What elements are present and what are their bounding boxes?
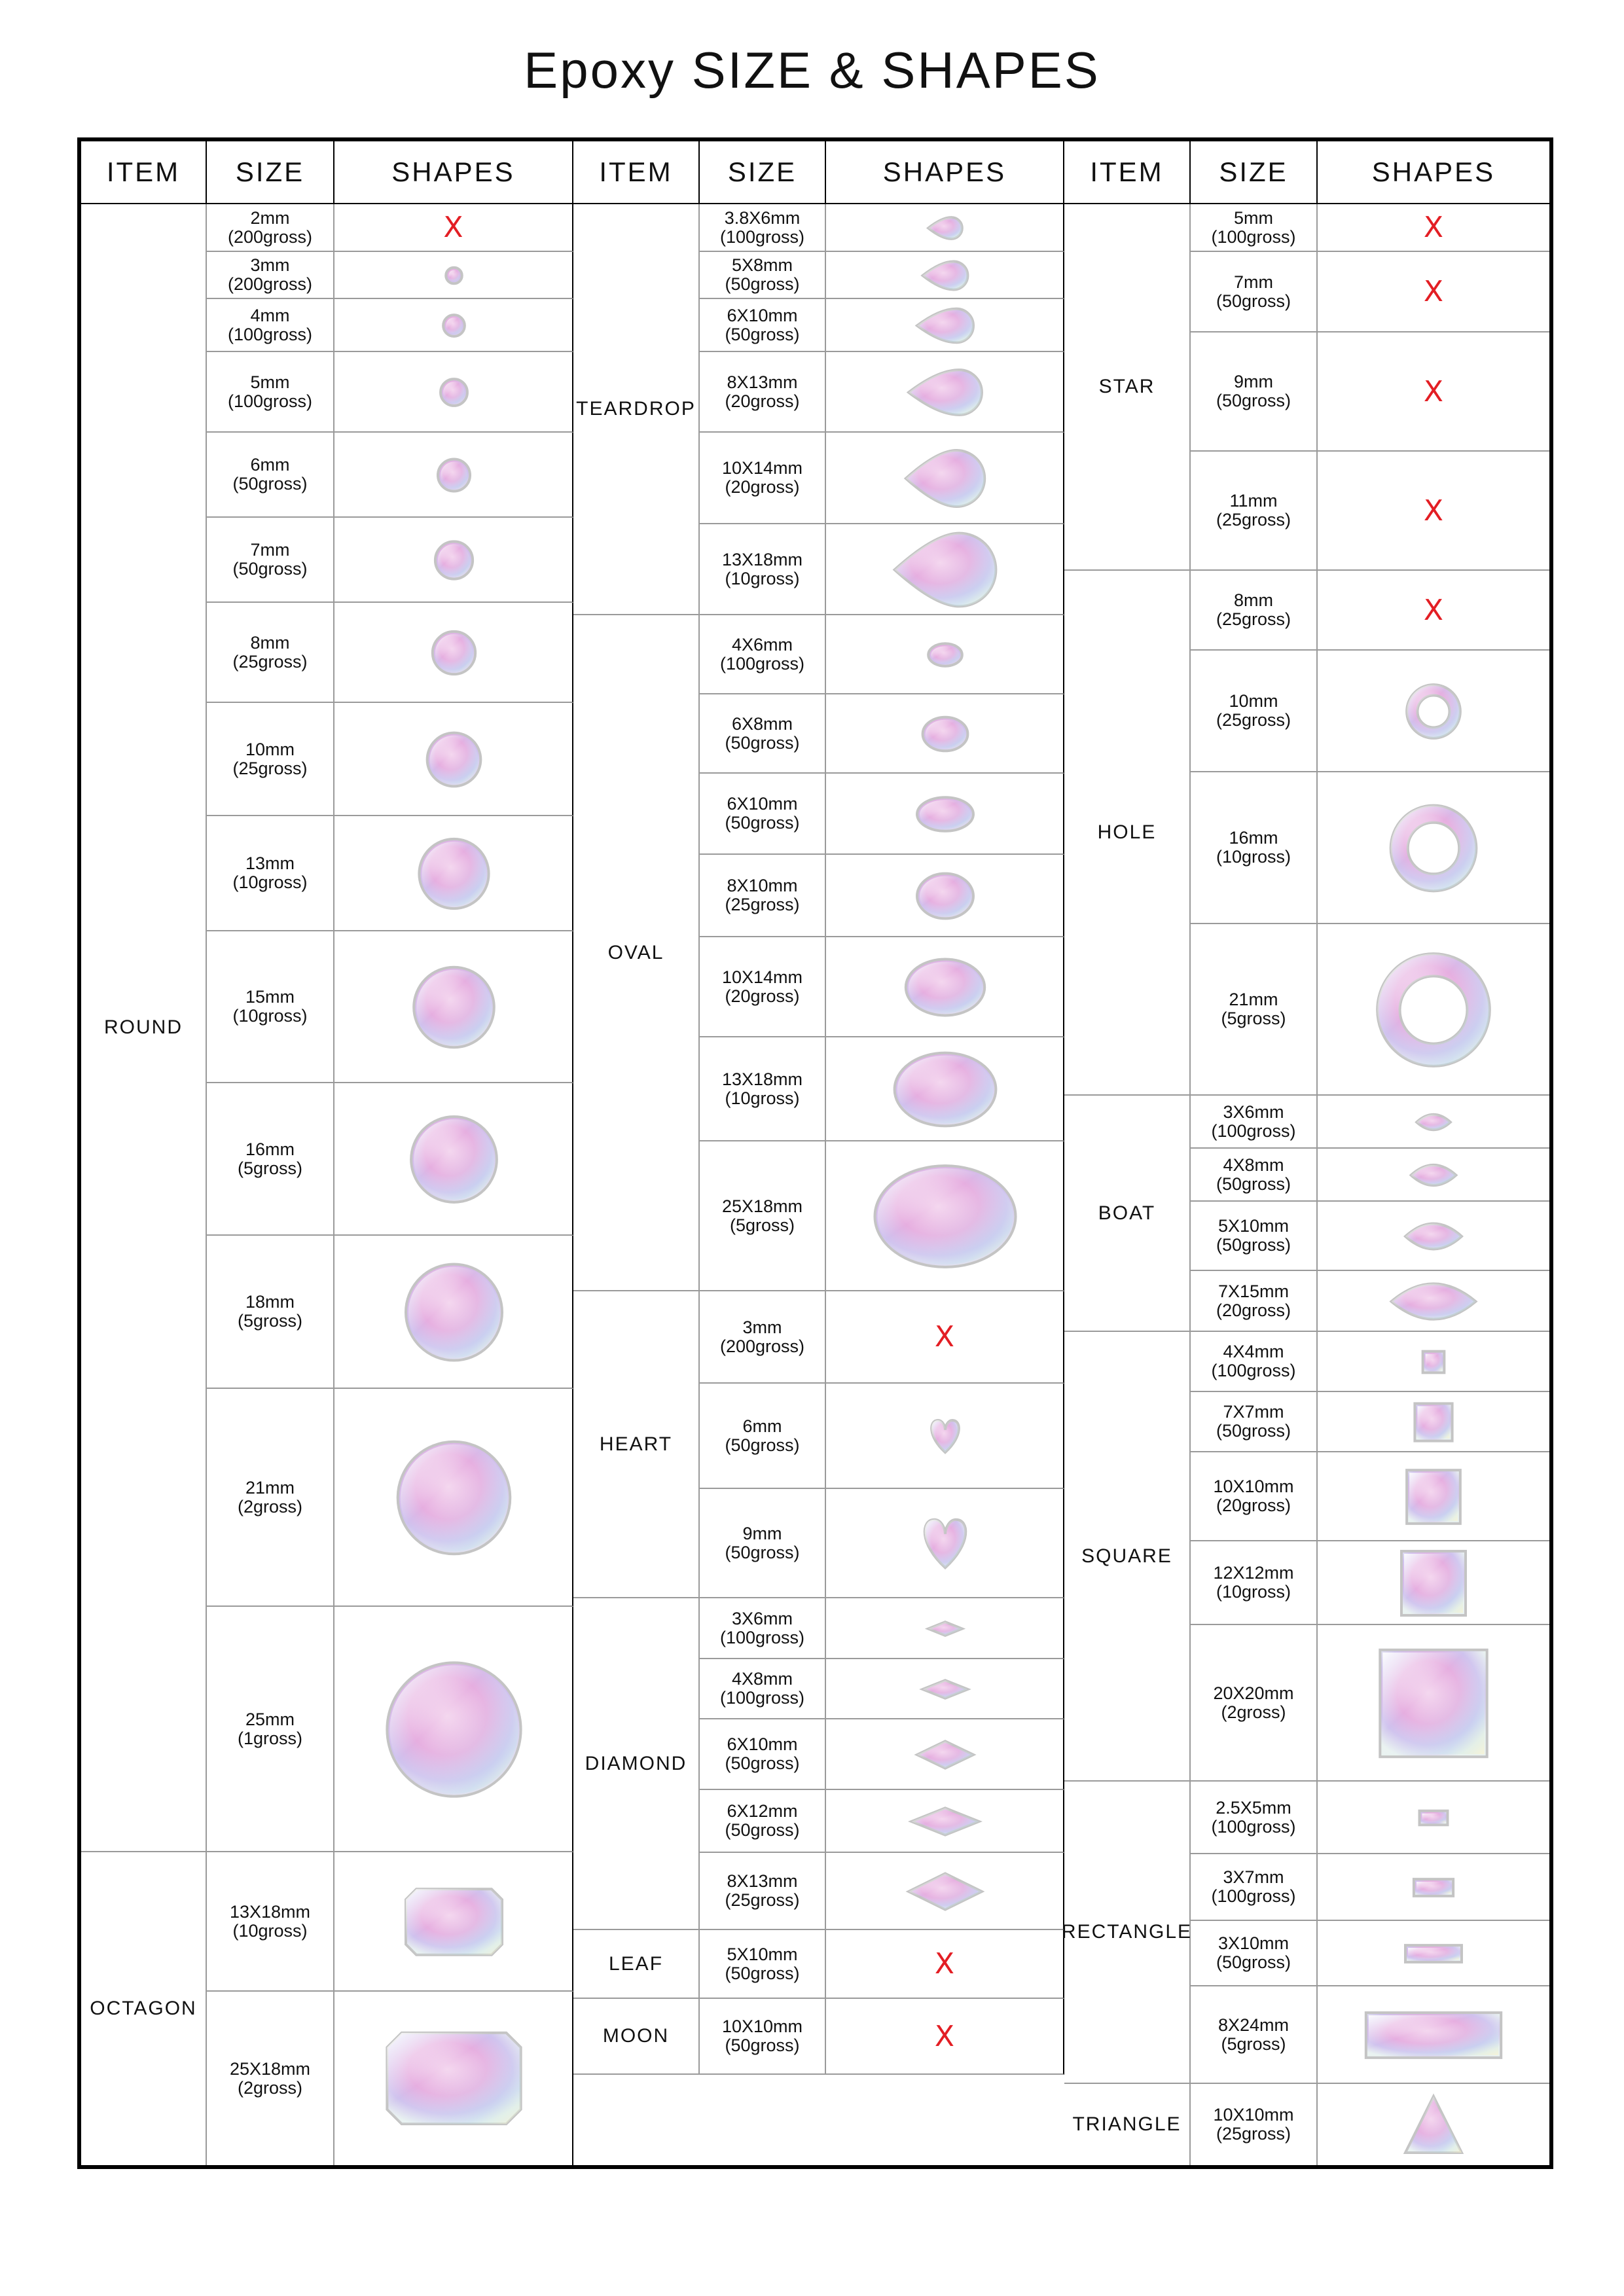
size-value: 8X10mm	[727, 876, 798, 895]
quantity-value: (10gross)	[725, 1088, 800, 1108]
round-stone-image	[441, 379, 467, 406]
quantity-value: (5gross)	[729, 1215, 795, 1235]
size-value: 2mm	[250, 207, 290, 228]
round-stone-image	[414, 967, 494, 1048]
quantity-value: (25gross)	[232, 758, 308, 778]
quantity-value: (50gross)	[725, 1435, 800, 1455]
item-diamond: DIAMOND	[573, 1598, 700, 1930]
catalog-table	[77, 137, 1553, 2169]
header-size: SIZE	[1191, 141, 1318, 204]
quantity-value: (50gross)	[1216, 1421, 1291, 1441]
quantity-value: (10gross)	[232, 872, 308, 892]
size-value: 25mm	[245, 1709, 295, 1729]
quantity-value: (100gross)	[1211, 1121, 1296, 1141]
square-stone-image	[1380, 1650, 1487, 1757]
size-value: 3mm	[742, 1317, 782, 1337]
size-value: 25X18mm	[721, 1196, 803, 1216]
size-value: 3.8X6mm	[724, 207, 801, 228]
size-value: 6X12mm	[727, 1801, 798, 1821]
round-stone-image	[443, 315, 465, 336]
not-available-mark: X	[443, 211, 463, 244]
rectangle-stone-image	[1414, 1879, 1453, 1896]
size-value: 21mm	[245, 1477, 295, 1498]
size-value: 6mm	[250, 455, 290, 475]
header-size: SIZE	[700, 141, 826, 204]
size-value: 13mm	[245, 853, 295, 873]
size-value: 10X10mm	[721, 2017, 803, 2036]
size-value: 5mm	[250, 372, 290, 392]
size-value: 16mm	[245, 1139, 295, 1159]
quantity-value: (2gross)	[1221, 1702, 1286, 1722]
not-available-mark: X	[1423, 593, 1444, 627]
size-value: 16mm	[1229, 828, 1278, 848]
size-value: 3mm	[250, 255, 290, 275]
header-size: SIZE	[207, 141, 334, 204]
teardrop-stone-image	[895, 533, 996, 607]
diamond-stone-image	[928, 1622, 962, 1636]
quantity-value: (200gross)	[227, 226, 313, 247]
quantity-value: (100gross)	[719, 1688, 805, 1708]
size-value: 7mm	[1234, 272, 1273, 292]
item-square: SQUARE	[1064, 1332, 1191, 1782]
size-value: 6mm	[742, 1416, 782, 1436]
quantity-value: (25gross)	[1216, 510, 1291, 529]
oval-stone-image	[917, 874, 973, 919]
size-value: 3X6mm	[1223, 1102, 1284, 1122]
quantity-value: (20gross)	[1216, 1496, 1291, 1515]
quantity-value: (100gross)	[1211, 1886, 1296, 1906]
quantity-value: (25gross)	[725, 1890, 800, 1910]
size-value: 6X8mm	[731, 713, 793, 734]
size-value: 9mm	[1234, 372, 1273, 391]
size-value: 13X18mm	[721, 549, 803, 569]
size-value: 4X8mm	[731, 1669, 793, 1689]
size-value: 18mm	[245, 1292, 295, 1312]
oval-stone-image	[875, 1166, 1016, 1267]
size-value: 3X10mm	[1218, 1933, 1290, 1953]
heart-stone-image	[925, 1520, 966, 1568]
header-shapes: SHAPES	[1318, 141, 1549, 204]
item-moon: MOON	[573, 1999, 700, 2075]
quantity-value: (50gross)	[1216, 1174, 1291, 1194]
size-value: 8X13mm	[727, 372, 798, 392]
teardrop-stone-image	[917, 309, 973, 343]
quantity-value: (50gross)	[725, 813, 800, 833]
size-value: 12X12mm	[1213, 1563, 1294, 1583]
round-stone-image	[411, 1117, 497, 1202]
round-stone-image	[387, 1662, 520, 1796]
boat-stone-image	[1405, 1224, 1462, 1249]
quantity-value: (50gross)	[725, 732, 800, 753]
size-value: 20X20mm	[1213, 1683, 1294, 1703]
size-value: 7X15mm	[1218, 1281, 1290, 1301]
quantity-value: (25gross)	[1216, 609, 1291, 629]
round-stone-image	[446, 268, 462, 284]
oval-stone-image	[895, 1053, 996, 1126]
item-round: ROUND	[81, 204, 207, 1852]
header-item: ITEM	[1064, 141, 1191, 204]
not-available-mark: X	[1423, 211, 1444, 244]
item-star: STAR	[1064, 204, 1191, 571]
quantity-value: (25gross)	[1216, 2124, 1291, 2144]
header-shapes: SHAPES	[826, 141, 1064, 204]
quantity-value: (50gross)	[725, 2036, 800, 2055]
size-value: 10X10mm	[1213, 2105, 1294, 2125]
hole-stone-image	[1377, 954, 1490, 1066]
item-oval: OVAL	[573, 615, 700, 1291]
quantity-value: (50gross)	[1216, 291, 1291, 311]
item-boat: BOAT	[1064, 1096, 1191, 1332]
square-stone-image	[1423, 1352, 1445, 1373]
hole-stone-image	[1407, 685, 1460, 738]
not-available-mark: X	[934, 2019, 955, 2053]
item-triangle: TRIANGLE	[1064, 2084, 1191, 2165]
size-value: 25X18mm	[229, 2058, 311, 2079]
quantity-value: (50gross)	[1216, 1952, 1291, 1972]
oval-stone-image	[906, 960, 984, 1016]
page-title: Epoxy SIZE & SHAPES	[524, 41, 1100, 99]
quantity-value: (10gross)	[232, 1006, 308, 1026]
hole-stone-image	[1391, 806, 1477, 891]
quantity-value: (100gross)	[1211, 1816, 1296, 1837]
not-available-mark: X	[934, 1947, 955, 1981]
size-value: 3X7mm	[1223, 1867, 1284, 1887]
size-value: 21mm	[1229, 990, 1278, 1009]
quantity-value: (25gross)	[232, 651, 308, 672]
octagon-stone-image	[387, 2033, 520, 2124]
size-value: 10mm	[245, 739, 295, 759]
size-value: 13X18mm	[229, 1901, 311, 1922]
rectangle-stone-image	[1405, 1945, 1462, 1962]
rectangle-stone-image	[1366, 2013, 1501, 2058]
quantity-value: (1gross)	[237, 1728, 303, 1748]
size-value: 10X10mm	[1213, 1477, 1294, 1496]
teardrop-stone-image	[928, 217, 962, 239]
rectangle-stone-image	[1420, 1811, 1448, 1825]
header-item: ITEM	[573, 141, 700, 204]
not-available-mark: X	[1423, 275, 1444, 308]
quantity-value: (20gross)	[1216, 1300, 1291, 1320]
size-value: 2.5X5mm	[1216, 1797, 1291, 1818]
size-value: 4X6mm	[731, 634, 793, 655]
not-available-mark: X	[1423, 374, 1444, 408]
quantity-value: (5gross)	[237, 1311, 303, 1331]
stone-illustrations	[81, 141, 1549, 2165]
item-rectangle: RECTANGLE	[1064, 1782, 1191, 2084]
quantity-value: (25gross)	[725, 895, 800, 914]
quantity-value: (5gross)	[1221, 1009, 1286, 1028]
quantity-value: (100gross)	[1211, 226, 1296, 247]
quantity-value: (50gross)	[232, 559, 308, 579]
diamond-stone-image	[917, 1741, 973, 1768]
teardrop-stone-image	[906, 450, 984, 507]
size-value: 3X6mm	[731, 1608, 793, 1628]
size-value: 10X14mm	[721, 967, 803, 987]
quantity-value: (50gross)	[725, 1820, 800, 1840]
size-value: 8mm	[1234, 590, 1273, 610]
teardrop-stone-image	[923, 262, 968, 290]
item-octagon: OCTAGON	[81, 1852, 207, 2165]
oval-stone-image	[923, 717, 968, 751]
diamond-stone-image	[911, 1808, 979, 1835]
size-value: 8X13mm	[727, 1871, 798, 1891]
round-stone-image	[427, 733, 481, 787]
quantity-value: (200gross)	[227, 274, 313, 294]
quantity-value: (10gross)	[232, 1920, 308, 1941]
size-value: 8mm	[250, 632, 290, 653]
size-value: 10mm	[1229, 691, 1278, 711]
quantity-value: (10gross)	[725, 568, 800, 588]
boat-stone-image	[1411, 1165, 1456, 1185]
size-value: 15mm	[245, 987, 295, 1007]
oval-stone-image	[928, 643, 962, 666]
size-value: 4X8mm	[1223, 1155, 1284, 1175]
diamond-stone-image	[909, 1873, 982, 1909]
size-value: 7X7mm	[1223, 1402, 1284, 1422]
quantity-value: (50gross)	[725, 1753, 800, 1773]
quantity-value: (50gross)	[1216, 391, 1291, 410]
square-stone-image	[1415, 1403, 1452, 1441]
quantity-value: (50gross)	[725, 274, 800, 294]
not-available-mark: X	[1423, 493, 1444, 528]
round-stone-image	[435, 541, 473, 579]
quantity-value: (10gross)	[1216, 847, 1291, 867]
quantity-value: (50gross)	[232, 474, 308, 493]
square-stone-image	[1401, 1551, 1466, 1615]
size-value: 11mm	[1229, 491, 1278, 511]
teardrop-stone-image	[909, 370, 982, 415]
quantity-value: (50gross)	[725, 1542, 800, 1562]
size-value: 4mm	[250, 305, 290, 325]
round-stone-image	[419, 839, 488, 908]
size-value: 4X4mm	[1223, 1342, 1284, 1361]
triangle-stone-image	[1405, 2096, 1462, 2153]
quantity-value: (10gross)	[1216, 1582, 1291, 1602]
boat-stone-image	[1392, 1283, 1476, 1319]
size-value: 10X14mm	[721, 458, 803, 478]
not-available-mark: X	[934, 1320, 955, 1354]
item-teardrop: TEARDROP	[573, 204, 700, 615]
quantity-value: (100gross)	[227, 391, 313, 411]
quantity-value: (50gross)	[725, 324, 800, 344]
heart-stone-image	[931, 1420, 959, 1452]
quantity-value: (2gross)	[237, 1496, 303, 1516]
size-value: 7mm	[250, 540, 290, 560]
header-item: ITEM	[81, 141, 207, 204]
size-value: 5X10mm	[727, 1944, 798, 1964]
size-value: 5X8mm	[731, 255, 793, 275]
round-stone-image	[398, 1442, 511, 1554]
size-value: 5X10mm	[1218, 1216, 1290, 1236]
size-value: 5mm	[1234, 207, 1273, 228]
quantity-value: (200gross)	[719, 1336, 805, 1356]
quantity-value: (5gross)	[1221, 2034, 1286, 2054]
quantity-value: (25gross)	[1216, 710, 1291, 730]
item-leaf: LEAF	[573, 1930, 700, 1999]
size-value: 9mm	[742, 1523, 782, 1543]
quantity-value: (100gross)	[227, 324, 313, 344]
octagon-stone-image	[406, 1889, 502, 1955]
square-stone-image	[1407, 1470, 1460, 1524]
quantity-value: (100gross)	[1211, 1361, 1296, 1380]
item-hole: HOLE	[1064, 571, 1191, 1096]
boat-stone-image	[1416, 1115, 1451, 1130]
quantity-value: (100gross)	[719, 1627, 805, 1647]
header-shapes: SHAPES	[334, 141, 573, 204]
quantity-value: (20gross)	[725, 986, 800, 1006]
quantity-value: (20gross)	[725, 391, 800, 411]
quantity-value: (100gross)	[719, 653, 805, 673]
quantity-value: (100gross)	[719, 226, 805, 247]
size-value: 6X10mm	[727, 794, 798, 814]
round-stone-image	[433, 632, 475, 674]
size-value: 6X10mm	[727, 1734, 798, 1754]
item-heart: HEART	[573, 1291, 700, 1598]
quantity-value: (20gross)	[725, 477, 800, 497]
size-value: 6X10mm	[727, 305, 798, 325]
quantity-value: (50gross)	[1216, 1235, 1291, 1255]
quantity-value: (50gross)	[725, 1963, 800, 1983]
quantity-value: (2gross)	[237, 2077, 303, 2098]
oval-stone-image	[917, 797, 973, 831]
diamond-stone-image	[923, 1680, 968, 1698]
quantity-value: (5gross)	[237, 1158, 303, 1178]
round-stone-image	[438, 459, 470, 491]
size-value: 8X24mm	[1218, 2015, 1290, 2035]
round-stone-image	[406, 1264, 502, 1360]
size-value: 13X18mm	[721, 1069, 803, 1089]
